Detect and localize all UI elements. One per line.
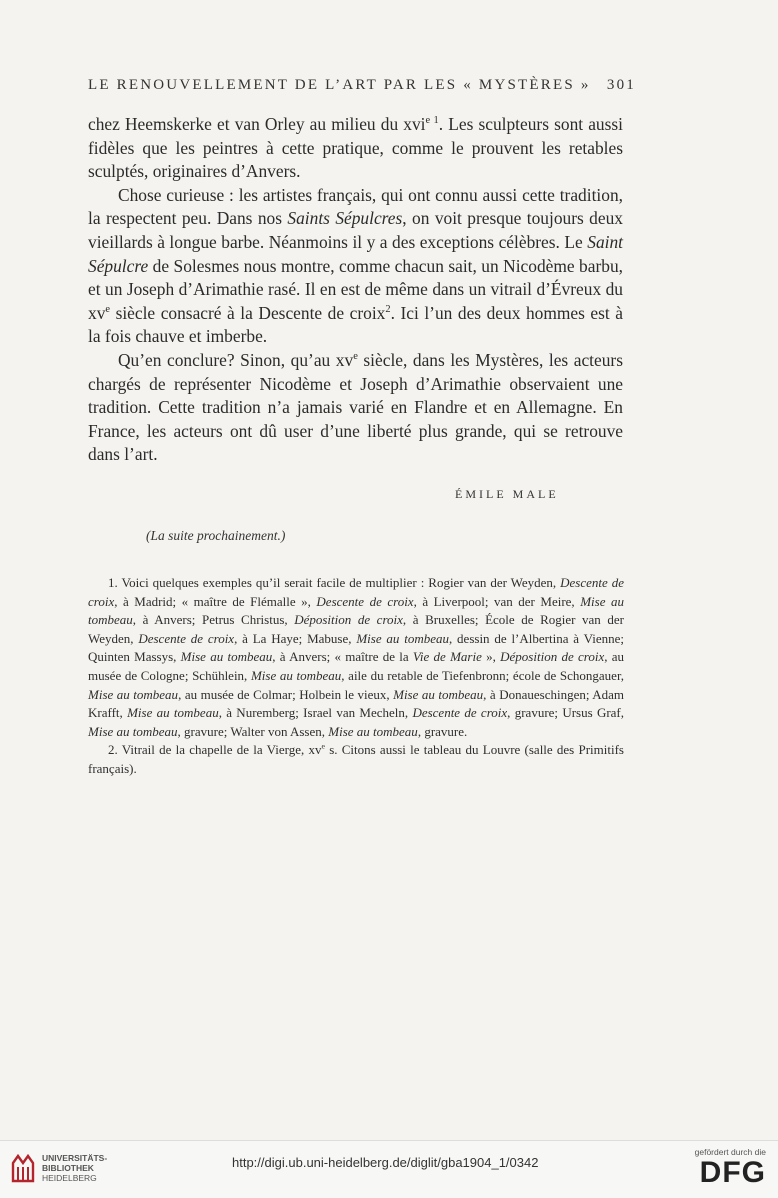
permalink-url[interactable]: http://digi.ub.uni-heidelberg.de/diglit/gba1904_1/0342: [232, 1155, 539, 1170]
paragraph-1: chez Heemskerke et van Orley au milieu du xvi$^{e 1}$. Les sculpteurs sont aussi fidèles que les peintres à cette pratique, comme le prouvent les retables sculptés, originaires d’Anvers.: [88, 114, 623, 182]
footnote-ref-2[interactable]: 2: [385, 303, 391, 315]
logo-text: UNIVERSITÄTS- BIBLIOTHEK HEIDELBERG: [42, 1153, 108, 1183]
library-crest-icon: [10, 1153, 36, 1183]
footnote-2: 2. Vitrail de la chapelle de la Vierge, $xv^e$ s. Citons aussi le tableau du Louvre (salle des Primitifs français).: [88, 742, 624, 776]
footnotes: [88, 574, 624, 779]
dfg-logo[interactable]: [695, 1147, 766, 1189]
ub-heidelberg-logo[interactable]: [10, 1153, 107, 1183]
page-number: 301: [606, 77, 636, 93]
viewer-footer: [0, 1140, 778, 1198]
paragraph-2: Chose curieuse : les artistes français, qui ont connu aussi cette tradition, la respectent peu. Dans nos Saints Sépulcres, on voit presque toujours deux vieillards à longue barbe. Néanmoins il y a des exceptions célèbres. Le Saint Sépulcre de Solesmes nous montre, comme chacun sait, un Nicodème barbu, et un Joseph d’Arimathie rasé. Il en est de même dans un vitrail d’Évreux du $xv^e$ siècle consacré à la Descente de croix$^2$. Ici l’un des deux hommes est à la fois chauve et imberbe.: [88, 184, 623, 347]
body-text: [88, 113, 623, 467]
author-signature: ÉMILE MALE: [455, 487, 559, 501]
paragraph-3: Qu’en conclure? Sinon, qu’au $xv^e$ siècle, dans les Mystères, les acteurs chargés de représenter Nicodème et Joseph d’Arimathie observaient une tradition. Cette tradition n’a jamais varié en Flandre et en Allemagne. En France, les acteurs ont dû user d’une liberté plus grande, qui se retrouve dans l’art.: [88, 349, 623, 465]
continued-note: (La suite prochainement.): [146, 528, 286, 543]
dfg-caption: gefördert durch die: [694, 1147, 766, 1157]
footnote-1: 1. Voici quelques exemples qu’il serait facile de multiplier : Rogier van der Weyden, Descente de croix, à Madrid; « maître de Flémalle », Descente de croix, à Liverpool; van der Meire, Mise au tombeau, à Anvers; Petrus Christus, Déposition de croix, à Bruxelles; École de Rogier van der Weyden, Descente de croix, à La Haye; Mabuse, Mise au tombeau, dessin de l’Albertina à Vienne; Quinten Massys, Mise au tombeau, à Anvers; « maître de la Vie de Marie », Déposition de croix, au musée de Cologne; Schühlein, Mise au tombeau, aile du retable de Tiefenbronn; école de Schongauer, Mise au tombeau, au musée de Colmar; Holbein le vieux, Mise au tombeau, à Donaueschingen; Adam Krafft, Mise au tombeau, à Nuremberg; Israel van Mecheln, Descente de croix, gravure; Ursus Graf, Mise au tombeau, gravure; Walter von Assen, Mise au tombeau, gravure.: [88, 575, 625, 739]
dfg-wordmark: DFG: [699, 1156, 766, 1189]
running-header: [88, 77, 636, 94]
running-title: LE RENOUVELLEMENT DE L’ART PAR LES « MYSTÈRES »: [88, 77, 591, 93]
footnote-ref-1[interactable]: e 1: [425, 115, 439, 127]
